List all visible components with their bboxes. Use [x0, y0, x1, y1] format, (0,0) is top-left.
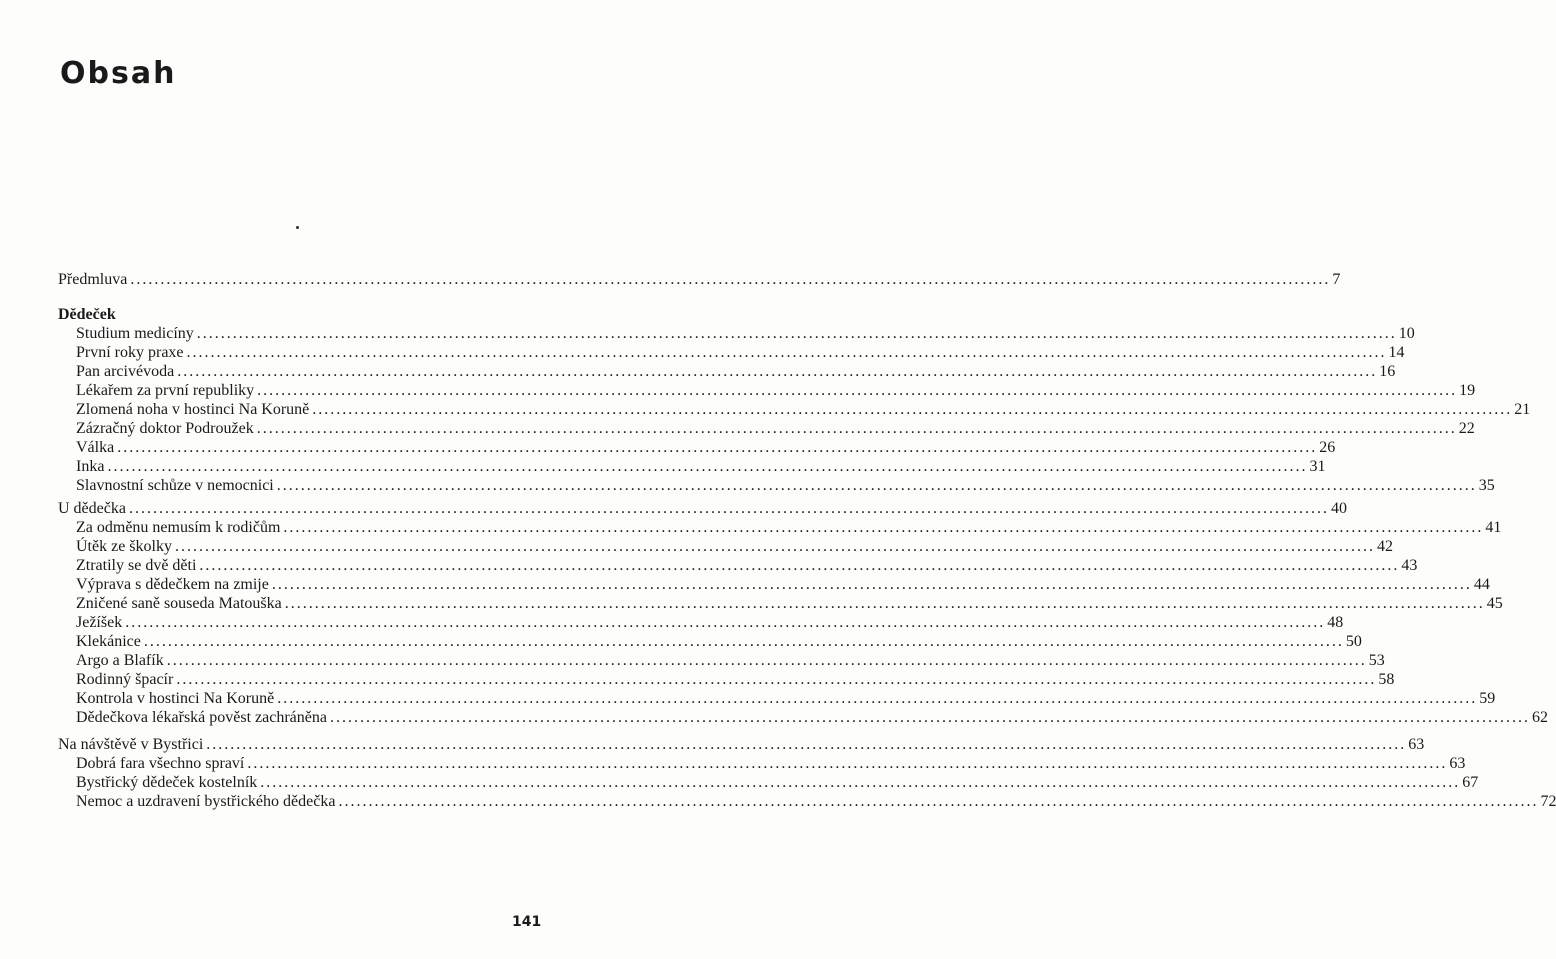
toc-entry-page: 48 [1327, 614, 1344, 631]
toc-entry-page: 62 [1531, 709, 1548, 726]
toc-entry [58, 708, 1548, 727]
toc-leader-dots: ........................................................................................................................................................................................................ [177, 363, 1378, 380]
toc-entry-page: 16 [1379, 363, 1396, 380]
toc-entry-label: Kontrola v hostinci Na Koruně [76, 690, 275, 707]
toc-entry [58, 457, 1326, 476]
toc-entry [58, 518, 1502, 537]
toc-entry-page: 14 [1388, 344, 1405, 361]
toc-entry-page: 10 [1398, 325, 1415, 342]
toc-entry-label: Argo a Blafík [76, 652, 164, 669]
toc-leader-dots: ........................................................................................................................................................................................................ [206, 736, 1407, 753]
toc-entry-label: Ztratily se dvě děti [76, 557, 197, 574]
toc-entry [58, 773, 1479, 792]
toc-entry-page: 22 [1458, 420, 1475, 437]
toc-entry [58, 613, 1344, 632]
toc-leader-dots: ........................................................................................................................................................................................................ [117, 439, 1318, 456]
toc-entry-page: 41 [1485, 519, 1502, 536]
toc-entry-label: Lékařem za první republiky [76, 382, 255, 399]
toc-entry-page: 42 [1376, 538, 1393, 555]
toc-leader-dots: ........................................................................................................................................................................................................ [199, 557, 1400, 574]
toc-entry-page: 7 [1332, 271, 1341, 288]
toc-entry [58, 556, 1418, 575]
toc-entry-page: 58 [1378, 671, 1395, 688]
toc-leader-dots: ........................................................................................................................................................................................................ [125, 614, 1326, 631]
toc-leader-dots: ........................................................................................................................................................................................................ [260, 774, 1461, 791]
toc-entry [58, 754, 1466, 773]
toc-entry-page: 72 [1540, 793, 1556, 810]
toc-entry-preface [58, 270, 1341, 289]
toc-entry-page: 44 [1473, 576, 1490, 593]
toc-entry [58, 343, 1405, 362]
toc-entry-page: 45 [1486, 595, 1503, 612]
toc-section-row-bystrice [58, 735, 1425, 754]
toc-entry [58, 594, 1503, 613]
toc-entry-page: 59 [1479, 690, 1496, 707]
toc-leader-dots: ........................................................................................................................................................................................................ [329, 709, 1530, 726]
toc-entry [58, 438, 1336, 457]
toc-entry-label: Ježíšek [76, 614, 123, 631]
toc-leader-dots: ........................................................................................................................................................................................................ [143, 633, 1344, 650]
toc-entry-label: Inka [76, 458, 105, 475]
page-title: Obsah [60, 56, 177, 91]
toc-entry-page: 19 [1459, 382, 1476, 399]
toc-entry-page: 63 [1408, 736, 1425, 753]
toc-leader-dots: ........................................................................................................................................................................................................ [174, 538, 1375, 555]
toc-leader-dots: ........................................................................................................................................................................................................ [271, 576, 1472, 593]
toc-entry [58, 362, 1396, 381]
toc-entry-label: Studium medicíny [76, 325, 194, 342]
toc-entry [58, 651, 1385, 670]
toc-entry-label: Slavnostní schůze v nemocnici [76, 477, 274, 494]
toc-entry-label: Nemoc a uzdravení bystřického dědečka [76, 793, 336, 810]
toc-entry-page: 31 [1309, 458, 1326, 475]
toc-entry-label: Rodinný špacír [76, 671, 174, 688]
toc-entry-label: Bystřický dědeček kostelník [76, 774, 258, 791]
toc-section-bystrice [58, 754, 1556, 811]
toc-section-dedecek [58, 324, 1531, 495]
toc-entry-label: Výprava s dědečkem na zmije [76, 576, 269, 593]
toc-entry-label: Válka [76, 439, 115, 456]
toc-section-u-dedecka [58, 518, 1548, 727]
toc-section-heading: Dědeček [58, 306, 116, 323]
table-of-contents [58, 270, 1556, 811]
toc-entry [58, 670, 1395, 689]
toc-entry [58, 575, 1490, 594]
toc-entry-page: 67 [1462, 774, 1479, 791]
toc-section-row-u-dedecka [58, 499, 1347, 518]
toc-entry-label: Pan arcivévoda [76, 363, 175, 380]
toc-entry [58, 537, 1393, 556]
toc-leader-dots: ........................................................................................................................................................................................................ [276, 477, 1477, 494]
toc-entry [58, 324, 1415, 343]
toc-entry [58, 476, 1495, 495]
toc-leader-dots: ........................................................................................................................................................................................................ [196, 325, 1397, 342]
page-number: 141 [512, 914, 542, 930]
toc-entry [58, 689, 1496, 708]
toc-entry [58, 400, 1531, 419]
toc-leader-dots: ........................................................................................................................................................................................................ [284, 595, 1485, 612]
toc-entry-label: Zničené saně souseda Matouška [76, 595, 282, 612]
toc-leader-dots: ........................................................................................................................................................................................................ [247, 755, 1448, 772]
toc-entry-label: Zázračný doktor Podroužek [76, 420, 254, 437]
toc-leader-dots: ........................................................................................................................................................................................................ [128, 500, 1329, 517]
toc-entry-label: První roky praxe [76, 344, 184, 361]
toc-entry-label: Předmluva [58, 271, 128, 288]
toc-leader-dots: ........................................................................................................................................................................................................ [257, 382, 1458, 399]
toc-entry [58, 632, 1362, 651]
toc-entry-label: Útěk ze školky [76, 538, 172, 555]
toc-entry [58, 792, 1556, 811]
toc-leader-dots: ........................................................................................................................................................................................................ [166, 652, 1367, 669]
toc-entry-page: 43 [1401, 557, 1418, 574]
toc-entry-page: 21 [1514, 401, 1531, 418]
toc-leader-dots: ........................................................................................................................................................................................................ [312, 401, 1513, 418]
toc-entry-label: U dědečka [58, 500, 126, 517]
toc-leader-dots: ........................................................................................................................................................................................................ [130, 271, 1331, 288]
toc-entry-page: 53 [1368, 652, 1385, 669]
toc-leader-dots: ........................................................................................................................................................................................................ [338, 793, 1539, 810]
toc-entry-label: Za odměnu nemusím k rodičům [76, 519, 281, 536]
toc-entry [58, 419, 1475, 438]
toc-leader-dots: ........................................................................................................................................................................................................ [107, 458, 1308, 475]
toc-entry-label: Na návštěvě v Bystřici [58, 736, 204, 753]
toc-leader-dots: ........................................................................................................................................................................................................ [186, 344, 1387, 361]
toc-entry-label: Klekánice [76, 633, 141, 650]
toc-leader-dots: ........................................................................................................................................................................................................ [277, 690, 1478, 707]
toc-leader-dots: ........................................................................................................................................................................................................ [176, 671, 1377, 688]
toc-entry-page: 50 [1345, 633, 1362, 650]
toc-entry-label: Dobrá fara všechno spraví [76, 755, 245, 772]
toc-entry-page: 63 [1449, 755, 1466, 772]
toc-entry-page: 26 [1319, 439, 1336, 456]
toc-entry-page: 35 [1478, 477, 1495, 494]
toc-entry-page: 40 [1330, 500, 1347, 517]
print-speck [296, 226, 299, 229]
toc-leader-dots: ........................................................................................................................................................................................................ [256, 420, 1457, 437]
toc-entry-label: Dědečkova lékařská pověst zachráněna [76, 709, 327, 726]
toc-leader-dots: ........................................................................................................................................................................................................ [283, 519, 1484, 536]
toc-entry-label: Zlomená noha v hostinci Na Koruně [76, 401, 310, 418]
toc-entry [58, 381, 1476, 400]
